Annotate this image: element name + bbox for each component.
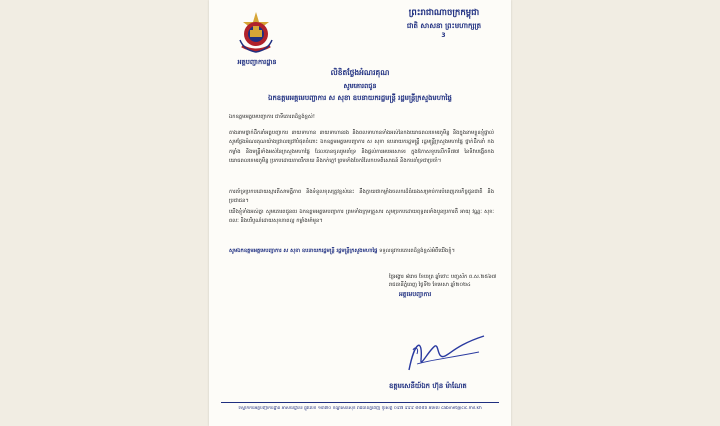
motto-nation-religion-king: ជាតិ សាសនា ព្រះមហាក្សត្រ [406, 22, 482, 30]
date-block [389, 273, 504, 289]
paragraph-support: ការគាំទ្រប្រកបដោយស្មារតីសាមគ្គីភាព និងទំនួលខុសត្រូវខ្ពស់នេះ នឹងក្លាយជាកម្លាំងចលករដ៏ធំធេងសម្រាប់ការបំពេញភារកិច្ចជូនជាតិ និងប្រជាជន។ [229, 189, 494, 205]
closing-addressee: សូមឯកឧត្តមអគ្គមេបញ្ជាការ ស សុខា ឧបនាយករដ្ឋមន្ត្រី រដ្ឋមន្ត្រីក្រសួងមហាផ្ទៃ [229, 248, 378, 254]
addressee-name: ឯកឧត្តមអគ្គមេបញ្ជាការ ស សុខា ឧបនាយករដ្ឋមន្ត្រី រដ្ឋមន្ត្រីក្រសួងមហាផ្ទៃ [268, 94, 452, 102]
closing-respect: ទទួលនូវការគោរពដ៏ខ្ពង់ខ្ពស់អំពីយើងខ្ញុំ។ [379, 248, 455, 254]
rcaf-emblem-icon [236, 10, 276, 56]
addressee-greeting: សូមគោរពជូន [343, 82, 377, 90]
salutation: ឯកឧត្តមអគ្គមេបញ្ជាការ ជាទីគោរពដ៏ខ្ពង់ខ្ពស់! [229, 114, 315, 120]
signer-title: អគ្គមេបញ្ជាការ [399, 291, 432, 298]
kingdom-motto [384, 8, 504, 39]
signature-icon [389, 330, 499, 376]
letter-title: លិខិតថ្លែងអំណរគុណ [330, 68, 390, 77]
motto-separator: 3 [441, 32, 447, 39]
paragraph-closing [229, 247, 494, 256]
footer-contact: ទីស្នាក់ការអគ្គបញ្ជាការដ្ឋាន អាសយដ្ឋាន៖ ផ្លូវលេខ ១៣៧០ ខណ្ឌសែនសុខ រាជធានីភ្នំពេញ ទូរសព្ទ ០៩៧ ៩៩៩ ៨៨៨៦ អ៊ីម៉ែល cabinet@cic.mil.kh [238, 406, 482, 411]
paragraph-wishes: យើងខ្ញុំទាំងអស់គ្នា សូមគោរពជូនពរ ឯកឧត្តមអគ្គមេបញ្ជាការ ព្រមទាំងក្រុមគ្រួសារ សូមប្រកបដោយពុទ្ធពរទាំងបួនប្រការគឺ អាយុ វណ្ណៈ សុខៈ ពលៈ និងបរិបូណ៌ដោយសុខភាពល្អ កម្លាំងមាំមួន។ [229, 209, 494, 225]
signer-name: ឧត្តមសេនីយ៍ឯក ហ៊ុន ម៉ាណែត [389, 382, 467, 390]
footer-divider [221, 402, 499, 403]
unit-name: អគ្គបញ្ជាការដ្ឋាន [237, 58, 277, 66]
lunar-date: ថ្ងៃអង្គារ ៨រោច ខែចេត្រ ឆ្នាំថោះ បញ្ចស័ក ព.ស.២៥៦៧ [389, 274, 497, 280]
letter-page [209, 0, 511, 426]
paragraph-thanks: តាងនាមថ្នាក់ដឹកនាំអគ្គបញ្ជាការ នាយទាហាន នាយទាហានរង និងពលទាហានទាំងអស់នៃកងយោធពលខេមរភូមិន្ទ និងក្នុងនាមខ្លួនខ្ញុំផ្ទាល់ សូមថ្លែងអំណរគុណយ៉ាងជ្រាលជ្រៅបំផុតចំពោះ ឯកឧត្តមអគ្គមេបញ្ជាការ ស សុខា ឧបនាយករដ្ឋមន្ត្រី រដ្ឋមន្ត្រីក្រសួងមហាផ្ទៃ ថ្នាក់ដឹកនាំ កងកម្លាំង និងមន្ត្រីទាំងអស់នៃក្រសួងមហាផ្ទៃ ដែលបានចូលរួមគាំទ្រ និងផ្តល់ការអបអរសាទរ ក្នុងឱកាសខួបលើកទី៧៧ នៃទិវាបង្កើតកងយោធពលខេមរភូមិន្ទ ប្រកបដោយភាពរីករាយ និងកក់ក្តៅ ព្រមទាំងចែករំលែកបទពិសោធន៍ និងការគាំទ្រជាប្រចាំ។ [229, 130, 494, 164]
motto-kingdom: ព្រះរាជាណាចក្រកម្ពុជា [408, 8, 480, 18]
solar-date: រាជធានីភ្នំពេញ ថ្ងៃទី២ ខែមេសា ឆ្នាំ២០២៤ [389, 282, 471, 288]
